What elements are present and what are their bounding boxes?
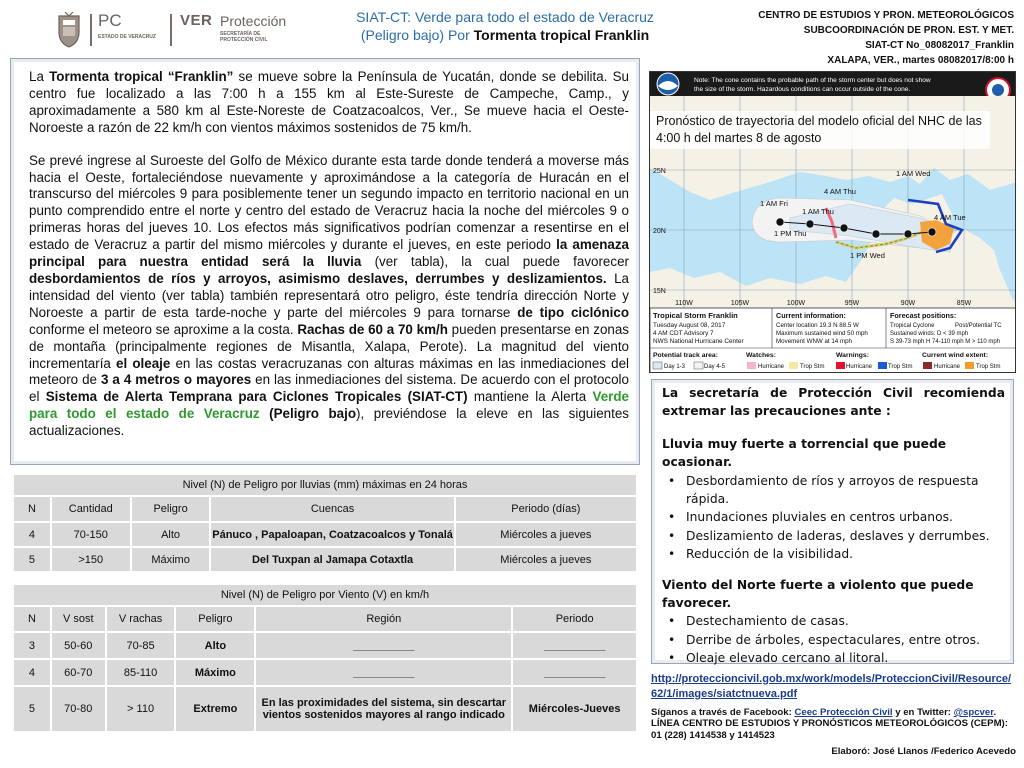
- narrative-p2-run: Sistema de Alerta Temprana para Ciclones Tropicales (SIAT-CT): [45, 389, 468, 405]
- narrative-p2-run: pueden presentarse en zonas de montaña (principalmente regiones de Misantla, Xalapa, Perote). La magnitud del viento incrementaría: [29, 321, 629, 371]
- table-cell: Alto: [175, 632, 255, 659]
- narrative-p2-run: mantiene la Alerta: [467, 389, 593, 405]
- proteccion-logo-subtext-2: PROTECCIÓN CIVIL: [220, 37, 268, 43]
- storm-advisory: 4 AM CDT Advisory 7: [653, 330, 714, 337]
- table-cell: Miércoles a jueves: [455, 547, 637, 572]
- column-header: N: [13, 606, 51, 632]
- table-cell: 70-150: [51, 522, 131, 547]
- table-cell: Alto: [131, 522, 211, 547]
- label-1am-fri: 1 AM Fri: [760, 199, 788, 208]
- column-header: Periodo: [512, 606, 637, 632]
- bulletin-title-storm: Tormenta tropical Franklin: [473, 27, 650, 43]
- bulletin-title-line-2: [300, 26, 710, 44]
- table-row: [13, 686, 637, 732]
- proteccion-logo-text: Protección: [220, 13, 287, 29]
- label-1am-wed: 1 AM Wed: [896, 169, 931, 178]
- table-row: [13, 522, 637, 547]
- narrative-p2-run: [260, 406, 270, 421]
- column-header: V rachas: [106, 606, 176, 632]
- proteccion-logo-subtext-1: SECRETARÍA DE: [220, 31, 261, 37]
- lon-label-100w: 100W: [786, 300, 806, 307]
- storm-title: Tropical Storm Franklin: [653, 311, 738, 320]
- narrative-p2-run: conforme el meteoro se aproxime a la costa.: [29, 321, 298, 337]
- list-item: • Deslizamiento de laderas, deslaves y derrumbes.: [662, 527, 1005, 545]
- wind-table-caption: Nivel (N) de Peligro por Viento (V) en km/h: [13, 584, 637, 606]
- wind-extent-hurricane: Hurricane: [934, 364, 961, 370]
- current-info-title: Current information:: [776, 311, 846, 320]
- bulletin-title: [300, 8, 710, 44]
- table-cell: Del Tuxpan al Jamapa Cotaxtla: [210, 547, 454, 572]
- narrative-p1-run: se mueve sobre la Península de Yucatán, donde se debilita. Su centro fue localizado a las 7:00 h a 155 km al Este-Sureste de Campeche, Camp., y aproximadamente a 580 km al Este-Noreste de Coatzacoalcos, Ver., Se mueve hacia el Oeste-Noroeste a razón de 22 km/h con vientos máximos sostenidos de 75 km/h.: [29, 69, 629, 135]
- table-cell: Miércoles-Jueves: [512, 686, 637, 732]
- table-cell: Pánuco , Papaloapan, Coatzacoalcos y Tonalá: [210, 522, 454, 547]
- bulletin-title-prefix: (Peligro bajo) Por: [360, 27, 474, 43]
- table-cell: __________: [512, 632, 637, 659]
- social-line: Síganos a través de Facebook: Ceec Protección Civil y en Twitter: @spcver.: [651, 707, 997, 718]
- forecast-line-1: Tropical Cyclone: [890, 323, 935, 329]
- lon-label-105w: 105W: [730, 300, 750, 307]
- narrative-paragraph-2: [29, 153, 629, 440]
- rain-effects-list: [662, 472, 1005, 564]
- list-item: • Desbordamiento de ríos y arroyos de respuesta rápida.: [662, 472, 1005, 509]
- bulletin-number: SIAT-CT No_08082017_Franklin: [865, 40, 1014, 51]
- facebook-link[interactable]: Ceec Protección Civil: [794, 707, 893, 718]
- warnings-title: Warnings:: [836, 352, 869, 359]
- column-header: Periodo (días): [455, 496, 637, 522]
- table-cell: Extremo: [175, 686, 255, 732]
- map-note-line-2: the size of the storm. Hazardous conditions can occur outside of the cone.: [694, 86, 911, 93]
- current-info-line-2: Maximum sustained wind 50 mph: [776, 330, 868, 337]
- wind-hazard-table: [12, 583, 638, 733]
- narrative-p2-run: ), previéndose la eleve en las siguientes actualizaciones.: [29, 406, 629, 439]
- issue-date: XALAPA, VER., martes 08082017/8:00 h: [827, 55, 1014, 66]
- label-1pm-wed: 1 PM Wed: [850, 251, 885, 260]
- watches-hurricane: Hurricane: [758, 364, 785, 370]
- column-header: Peligro: [175, 606, 255, 632]
- table-cell: Máximo: [131, 547, 211, 572]
- current-info-line-3: Movement WNW at 14 mph: [776, 338, 852, 345]
- narrative-p2-run: en las inmediaciones del sistema. De acuerdo con el protocolo el: [29, 372, 629, 405]
- narrative-p2-run: 3 a 4 metros o mayores: [101, 372, 252, 388]
- forecast-line-3: Sustained winds: D < 39 mph: [890, 331, 969, 337]
- narrative-p2-run: (Peligro bajo: [269, 406, 357, 422]
- column-header: N: [13, 496, 51, 522]
- social-prefix: Síganos a través de Facebook:: [651, 707, 795, 718]
- wind-extent-title: Current wind extent:: [922, 352, 989, 359]
- table-cell: Miércoles a jueves: [455, 522, 637, 547]
- watches-trop-stm: Trop Stm: [800, 364, 825, 370]
- table-cell: 5: [13, 547, 51, 572]
- table-cell: >150: [51, 547, 131, 572]
- narrative-p2-run: (ver tabla), la cual puede favorecer: [361, 254, 629, 270]
- veracruz-coat-of-arms-icon: [56, 12, 82, 48]
- table-cell: 70-85: [106, 632, 176, 659]
- siat-ct-document-link[interactable]: http://proteccioncivil.gob.mx/work/models/ProteccionCivil/Resource/62/1/images/siatctnueva.pdf: [651, 673, 1012, 700]
- twitter-link[interactable]: @spcver: [953, 707, 994, 718]
- rain-table-caption: Nivel (N) de Peligro por lluvias (mm) máximas en 24 horas: [13, 474, 637, 496]
- column-header: Cuencas: [210, 496, 454, 522]
- wind-effects-title: [662, 576, 1005, 613]
- author-credit: Elaboró: José Llanos /Federico Acevedo: [831, 746, 1016, 757]
- table-cell: 50-60: [51, 632, 106, 659]
- label-1pm-thu: 1 PM Thu: [774, 229, 807, 238]
- lat-label-15n: 15N: [653, 288, 666, 295]
- column-header: Cantidad: [51, 496, 131, 522]
- column-header: V sost: [51, 606, 106, 632]
- column-header: Peligro: [131, 496, 211, 522]
- column-header: Región: [255, 606, 512, 632]
- list-item: • Destechamiento de casas.: [662, 612, 1005, 630]
- table-cell: __________: [512, 659, 637, 686]
- map-caption-overlay: Pronóstico de trayectoria del modelo oficial del NHC de las 4:00 h del martes 8 de agosto: [650, 111, 990, 149]
- narrative-p1-run: Tormenta tropical “Franklin”: [49, 69, 234, 84]
- narrative-paragraph-1: [29, 69, 629, 137]
- narrative-p2-run: Rachas de 60 a 70 km/h: [297, 321, 448, 337]
- issuing-office: [690, 8, 1014, 68]
- table-cell: __________: [255, 659, 512, 686]
- ver-logo-text: VER: [180, 12, 213, 29]
- rain-effects-title: Lluvia muy fuerte a torrencial que puede ocasionar.: [662, 436, 947, 470]
- recommendations-intro: La secretaría de Protección Civil recomienda extremar las precauciones ante :: [662, 386, 1005, 419]
- table-cell: 85-110: [106, 659, 176, 686]
- noaa-logo-icon: [657, 73, 679, 95]
- narrative-p2-run: La intensidad del viento (ver tabla) también representará otro peligro, éste tendría dirección Norte y Noroeste a partir de esta tarde-noche y parte del miércoles 9 para tornarse: [29, 270, 629, 320]
- table-row: [13, 632, 637, 659]
- table-cell: 5: [13, 686, 51, 732]
- narrative-p2-run: en las costas veracruzanas con alturas máximas en las inmediaciones del meteoro de: [29, 355, 629, 388]
- bulletin-title-line-1: SIAT-CT: Verde para todo el estado de Veracruz: [356, 9, 654, 25]
- phone-line: LÍNEA CENTRO DE ESTUDIOS Y PRONÓSTICOS METEOROLÓGICOS (CEPM): 01 (228) 1414538 y 1414523: [651, 718, 1008, 741]
- pc-logo-subtext: ESTADO DE VERACRUZ: [98, 34, 156, 40]
- table-cell: 4: [13, 659, 51, 686]
- wind-effects-title-text: Viento del Norte fuerte a violento que puede favorecer.: [662, 577, 974, 611]
- safety-recommendations: [651, 379, 1014, 664]
- wind-extent-trop-stm: Trop Stm: [976, 364, 1001, 370]
- watches-title: Watches:: [746, 352, 776, 359]
- header-logos: [52, 10, 287, 48]
- storm-date: Tuesday August 08, 2017: [653, 322, 726, 329]
- org-line-1: CENTRO DE ESTUDIOS Y PRON. METEOROLÓGICOS: [758, 10, 1014, 21]
- table-cell: 60-70: [51, 659, 106, 686]
- label-4am-tue: 4 AM Tue: [934, 213, 966, 222]
- rain-hazard-table: [12, 473, 638, 573]
- social-contact-info: [651, 707, 1016, 741]
- table-cell: 70-80: [51, 686, 106, 732]
- table-cell: __________: [255, 632, 512, 659]
- map-note-line-1: Note: The cone contains the probable path of the storm center but does not show: [694, 77, 931, 84]
- storm-center: NWS National Hurricane Center: [653, 338, 744, 345]
- table-cell: En las proximidades del sistema, sin descartar vientos sostenidos mayores al rango indicado: [255, 686, 512, 732]
- list-item: • Reducción de la visibilidad.: [662, 545, 1005, 563]
- current-info-line-1: Center location 19.3 N 88.5 W: [776, 322, 859, 329]
- track-area-title: Potential track area:: [653, 352, 718, 359]
- narrative-p2-run: desbordamientos de ríos y arroyos, asimismo deslaves, derrumbes y deslizamientos.: [29, 270, 607, 286]
- label-1am-thu: 1 AM Thu: [802, 207, 834, 216]
- lat-label-25n: 25N: [653, 168, 666, 175]
- track-area-day45: Day 4-5: [704, 364, 726, 370]
- narrative-p2-run: de tipo ciclónico: [517, 304, 630, 320]
- warnings-trop-stm: Trop Stm: [888, 364, 913, 370]
- forecast-title: Forecast positions:: [890, 311, 957, 320]
- twitter-prefix: y en Twitter:: [892, 707, 954, 718]
- table-cell: 3: [13, 632, 51, 659]
- lon-label-85w: 85W: [956, 300, 972, 307]
- table-cell: 4: [13, 522, 51, 547]
- table-cell: > 110: [106, 686, 176, 732]
- table-cell: Máximo: [175, 659, 255, 686]
- narrative-p2-run: el oleaje: [116, 355, 171, 371]
- lon-label-95w: 95W: [844, 300, 860, 307]
- table-row: [13, 659, 637, 686]
- table-row: [13, 547, 637, 572]
- narrative-p2-run: Verde para todo el estado de Veracruz: [29, 389, 629, 422]
- narrative-p1-run: La: [29, 69, 50, 84]
- pc-logo-text: PC: [98, 11, 122, 30]
- warnings-hurricane: Hurricane: [846, 364, 873, 370]
- list-item: • Derribe de árboles, espectaculares, entre otros.: [662, 631, 1005, 649]
- org-line-2: SUBCOORDINACIÓN DE PRON. EST. Y MET.: [803, 25, 1014, 36]
- storm-narrative: [10, 58, 640, 465]
- forecast-line-4: S 39-73 mph H 74-110 mph M > 110 mph: [890, 339, 1001, 345]
- track-area-day13: Day 1-3: [664, 364, 686, 370]
- lat-label-20n: 20N: [653, 228, 666, 235]
- list-item: • Oleaje elevado cercano al litoral.: [662, 649, 1005, 667]
- lon-label-90w: 90W: [900, 300, 916, 307]
- narrative-p2-run: Se prevé ingrese al Suroeste del Golfo de México durante esta tarde donde tenderá a moverse más hacia el Oeste, fortaleciéndose nuevamente y aproximándose a la categoría de Huracán en el transcurso del miércoles 9 para posiblemente tener un segundo impacto en territorio nacional en un punto comprendido entre el norte y centro del estado de Veracruz hacia la noche del miércoles 9 o primeras horas del jueves 10. Los efectos más significativos podrían comenzar a resentirse en el estado de Veracruz a partir del mismo miércoles y durante el jueves, en este periodo: [29, 152, 629, 253]
- narrative-p2-run: la amenaza principal para nuestra entidad será la lluvia: [29, 237, 629, 270]
- wind-effects-list: [662, 612, 1005, 667]
- forecast-line-2: Post/Potential TC: [955, 323, 1002, 329]
- list-item: • Inundaciones pluviales en centros urbanos.: [662, 508, 1005, 526]
- label-4am-thu: 4 AM Thu: [824, 187, 856, 196]
- lon-label-110w: 110W: [675, 300, 693, 307]
